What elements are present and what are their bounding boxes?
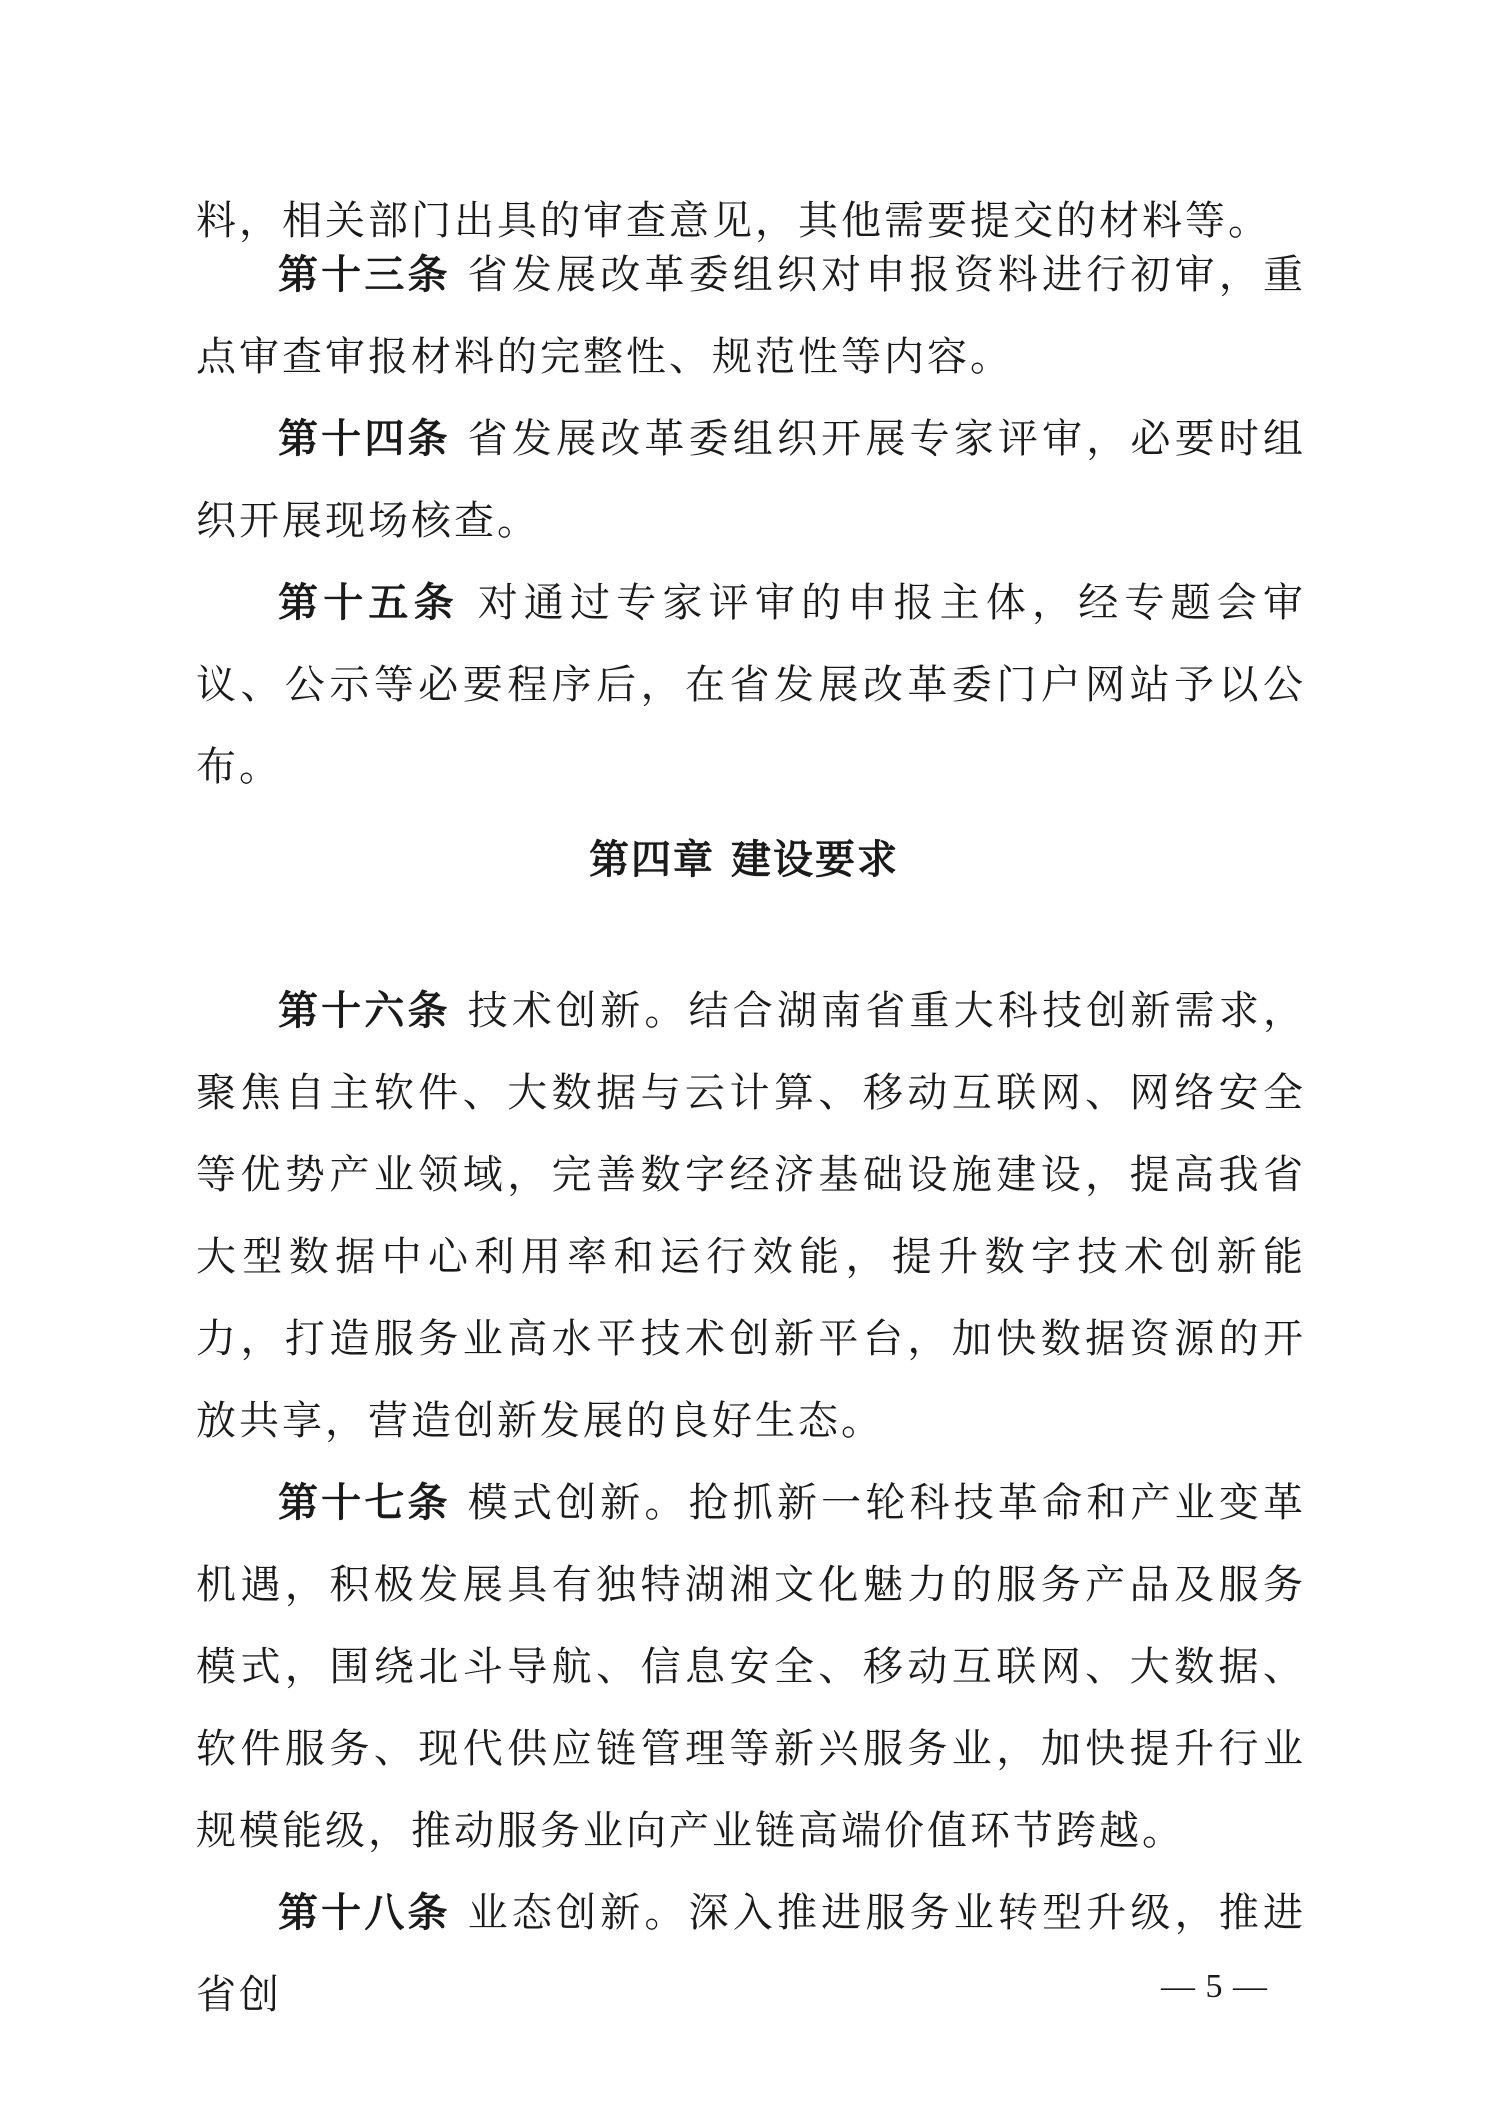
article-15	[196, 562, 1306, 808]
article-18-label: 第十八条	[278, 1890, 451, 1936]
article-15-label: 第十五条	[278, 580, 459, 626]
article-17-text: 模式创新。抢抓新一轮科技革命和产业变革机遇，积极发展具有独特湖湘文化魅力的服务产品及服务模式，围绕北斗导航、信息安全、移动互联网、大数据、软件服务、现代供应链管理等新兴服务业，加快提升行业规模能级，推动服务业向产业链高端价值环节跨越。	[196, 1480, 1307, 1854]
article-14-label: 第十四条	[278, 416, 451, 462]
chapter-title: 第四章 建设要求	[589, 837, 899, 883]
page-number: — 5 —	[1161, 1968, 1268, 2005]
article-15-text: 对通过专家评审的申报主体，经专题会审议、公示等必要程序后，在省发展改革委门户网站予以公布。	[196, 580, 1307, 790]
article-13-text: 省发展改革委组织对申报资料进行初审，重点审查审报材料的完整性、规范性等内容。	[196, 252, 1307, 380]
article-18-text: 业态创新。深入推进服务业转型升级，推进省创	[196, 1890, 1307, 2018]
article-13-label: 第十三条	[278, 252, 451, 298]
article-17	[196, 1462, 1306, 1872]
article-14-text: 省发展改革委组织开展专家评审，必要时组织开展现场核查。	[196, 416, 1307, 544]
article-13	[196, 234, 1306, 398]
article-18	[196, 1872, 1306, 2036]
article-16-text: 技术创新。结合湖南省重大科技创新需求，聚焦自主软件、大数据与云计算、移动互联网、网络安全等优势产业领域，完善数字经济基础设施建设，提高我省大型数据中心利用率和运行效能，提升数字技术创新能力，打造服务业高水平技术创新平台，加快数据资源的开放共享，营造创新发展的良好生态。	[196, 988, 1307, 1444]
article-17-label: 第十七条	[278, 1480, 451, 1526]
article-16-label: 第十六条	[278, 988, 451, 1034]
carryover-text: 料，相关部门出具的审查意见，其他需要提交的材料等。	[196, 198, 1271, 244]
article-14	[196, 398, 1306, 562]
article-16	[196, 970, 1306, 1462]
